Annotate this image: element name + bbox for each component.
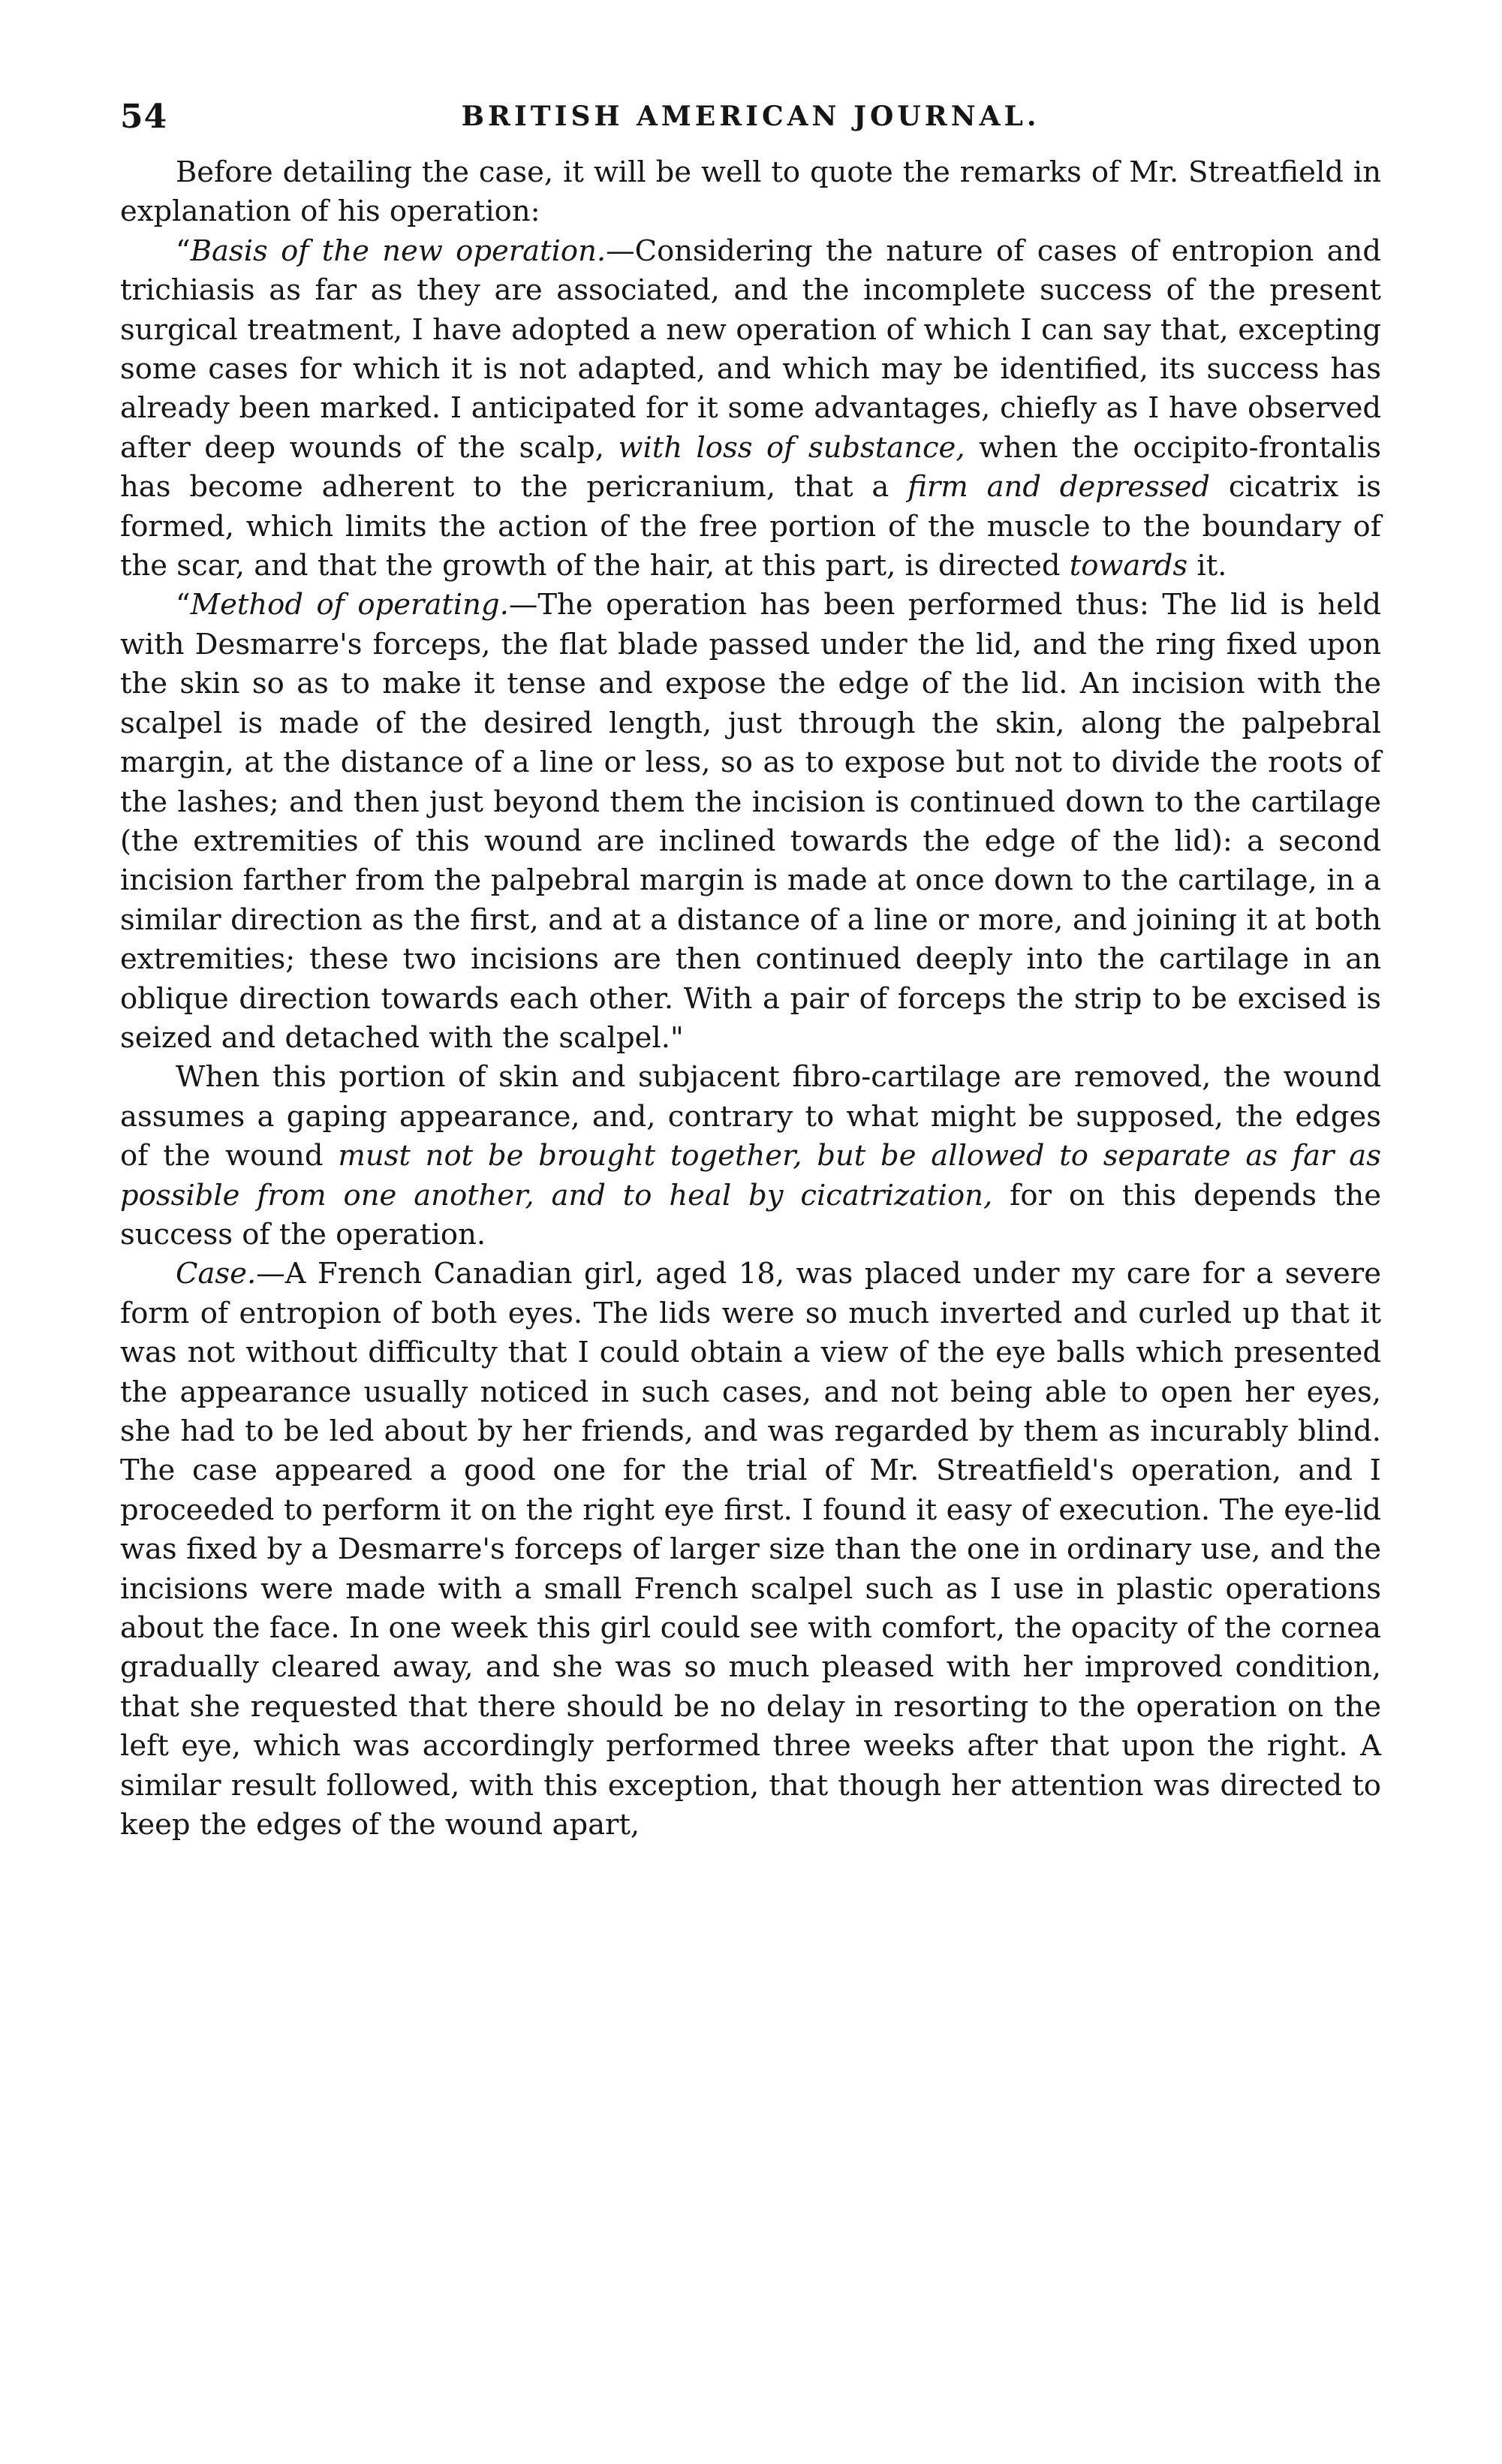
italic-phrase: towards [1069, 549, 1188, 583]
italic-phrase: with loss of substance, [618, 430, 965, 465]
paragraph-wound [120, 1058, 1381, 1255]
paragraph-text: —A French Canadian girl, aged 18, was placed under my care for a severe form of entropion of both eyes. The lids were so much inverted and curled up that it was not without difficulty that I could obtain a view of the eye balls which presented the appearance usually noticed in such cases, and not being able to open her eyes, she had to be led about by her friends, and was regarded by them as incurably blind. The case appeared a good one for the trial of Mr. Streatfield's operation, and I proceeded to perform it on the right eye first. I found it easy of execution. The eye-lid was fixed by a Desmarre's forceps of larger size than the one in ordinary use, and the incisions were made with a small French scalpel such as I use in plastic operations about the face. In one week this girl could see with comfort, the opacity of the cornea gradually cleared away, and she was so much pleased with her improved condition, that she requested that there should be no delay in resorting to the operation on the left eye, which was accordingly performed three weeks after that upon the right. A similar result followed, with this exception, that though her attention was directed to keep the edges of the wound apart, [120, 1257, 1381, 1842]
paragraph-text: it. [1187, 549, 1227, 583]
paragraph-text: cicatrix is formed, which limits the action of the free portion of the muscle to the boundary of the scar, and that the growth of the hair, at this part, is directed [120, 470, 1382, 583]
paragraph-text: When this portion of skin and subjacent fibro-cartilage are removed, the wound assumes a gaping appearance, and, contrary to what might be supposed, the edges of the wound [120, 1060, 1381, 1173]
paragraph-intro [120, 153, 1381, 232]
paragraph-method: “Method of operating.—The operation has been performed thus: The lid is held with Desmarre's forceps, the flat blade passed under the lid, and the ring fixed upon the skin so as to make it tense and expose the edge of the lid. An incision with the scalpel is made of the desired length, just through the skin, along the palpebral margin, at the distance of a line or less, so as to expose but not to divide the roots of the lashes; and then just beyond them the incision is continued down to the cartilage (the extremities of this wound are inclined towards the edge of the lid): a second incision farther from the palpebral margin is made at once down to the cartilage, in a similar direction as the first, and at a distance of a line or more, and joining it at both extremities; these two incisions are then continued deeply into the cartilage in an oblique direction towards each other. With a pair of forceps the strip to be excised is seized and detached with the scalpel." [120, 588, 1381, 1055]
paragraph-text: when the occipito-frontalis has become adherent to the pericranium, that a [120, 430, 1381, 505]
paragraph-text: —Considering the nature of cases of entropion and trichiasis as far as they are associated, and the incomplete success of the present surgical treatment, I have adopted a new operation of which I can say that, excepting some cases for which it is not adapted, and which may be identified, its success has already been marked. I anticipated for it some advantages, chiefly as I have observed after deep wounds of the scalp, [120, 233, 1381, 465]
page-number: 54 [120, 98, 168, 136]
journal-title: BRITISH AMERICAN JOURNAL. [461, 101, 1040, 132]
paragraph-case [120, 1255, 1381, 1845]
paragraph-text: —The operation has been performed thus: The lid is held with Desmarre's forceps, the flat blade passed under the lid, and the ring fixed upon the skin so as to make it tense and expose the edge of the lid. An incision with the scalpel is made of the desired length, just through the skin, along the palpebral margin, at the distance of a line or less, so as to expose but not to divide the roots of the lashes; and then just beyond them the incision is continued down to the cartilage (the extremities of this wound are inclined towards the edge of the lid): a second incision farther from the palpebral margin is made at once down to the cartilage, in a similar direction as the first, and at a distance of a line or more, and joining it at both extremities; these two incisions are then continued deeply into the cartilage in an oblique direction towards each other. With a pair of forceps the strip to be excised is seized and detached with the scalpel." [120, 588, 1381, 1055]
journal-page [120, 98, 1381, 1845]
paragraph-basis: “Basis of the new operation.—Considering the nature of cases of entropion and trichiasis as far as they are associated, and the incomplete success of the present surgical treatment, I have adopted a new operation of which I can say that, excepting some cases for which it is not adapted, and which may be identified, its success has already been marked. I anticipated for it some advantages, chiefly as I have observed after deep wounds of the scalp, with loss of substance, when the occipito-frontalis has become adherent to the pericranium, that a firm and depressed cicatrix is formed, which limits the action of the free portion of the muscle to the boundary of the scar, and that the growth of the hair, at this part, is directed towards it. [120, 233, 1382, 583]
section-heading-basis: Basis of the new operation. [190, 233, 607, 268]
section-heading-method: Method of operating. [190, 588, 509, 622]
paragraph-text: Before detailing the case, it will be well to quote the remarks of Mr. Streatfield in explanation of his operation: [120, 155, 1381, 229]
italic-phrase: firm and depressed [908, 470, 1211, 505]
running-head [120, 98, 1381, 143]
italic-phrase: must not be brought together, but be allowed to separate as far as possible from one another, and to heal by cicatrization, [120, 1139, 1381, 1212]
paragraph-text: for on this depends the success of the operation. [120, 1178, 1381, 1252]
section-heading-case: Case. [176, 1257, 257, 1291]
